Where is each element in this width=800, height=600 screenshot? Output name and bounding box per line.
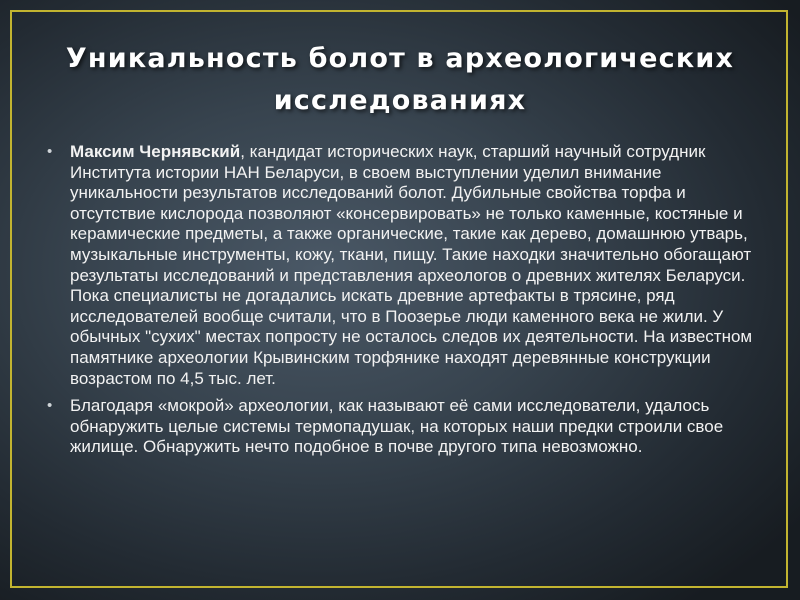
bullet-text: Благодаря «мокрой» археологии, как называют её сами исследователи, удалось обнаружить целые системы термопадушак, на которых наши предки строили свое жилище. Обнаружить нечто подобное в почве другого типа невозможно.: [70, 396, 724, 457]
slide-title: Уникальность болот в археологических исследованиях: [65, 43, 735, 116]
bullet-text: , кандидат исторических наук, старший научный сотрудник Института истории НАН Беларуси, в своем выступлении уделил внимание уникальности результатов исследований болот. Дубильные свойства торфа и отсутствие кислорода позволяют «консервировать» не только каменные, костяные и керамические предметы, а также органические, такие как дерево, домашнюю утварь, музыкальные инструменты, кожу, ткани, пищу. Такие находки значительно обогащают результаты исследований и представления археологов о древних жителях Беларуси. Пока специалисты не догадались искать древние артефакты в трясине, ряд исследователей вообще считали, что в Поозерье люди каменного века не жили. У обычных "сухих" местах попросту не осталось следов их деятельности. На известном памятнике археологии Крывинским торфянике находят деревянные конструкции возрастом по 4,5 тыс. лет.: [70, 142, 753, 388]
bullet-item-1: [46, 142, 756, 389]
speaker-name: Максим Чернявский: [70, 142, 241, 161]
bullet-marker: •: [47, 397, 53, 415]
bullet-item-2: [46, 396, 756, 458]
bullet-list: [46, 142, 756, 465]
bullet-marker: •: [47, 143, 53, 160]
